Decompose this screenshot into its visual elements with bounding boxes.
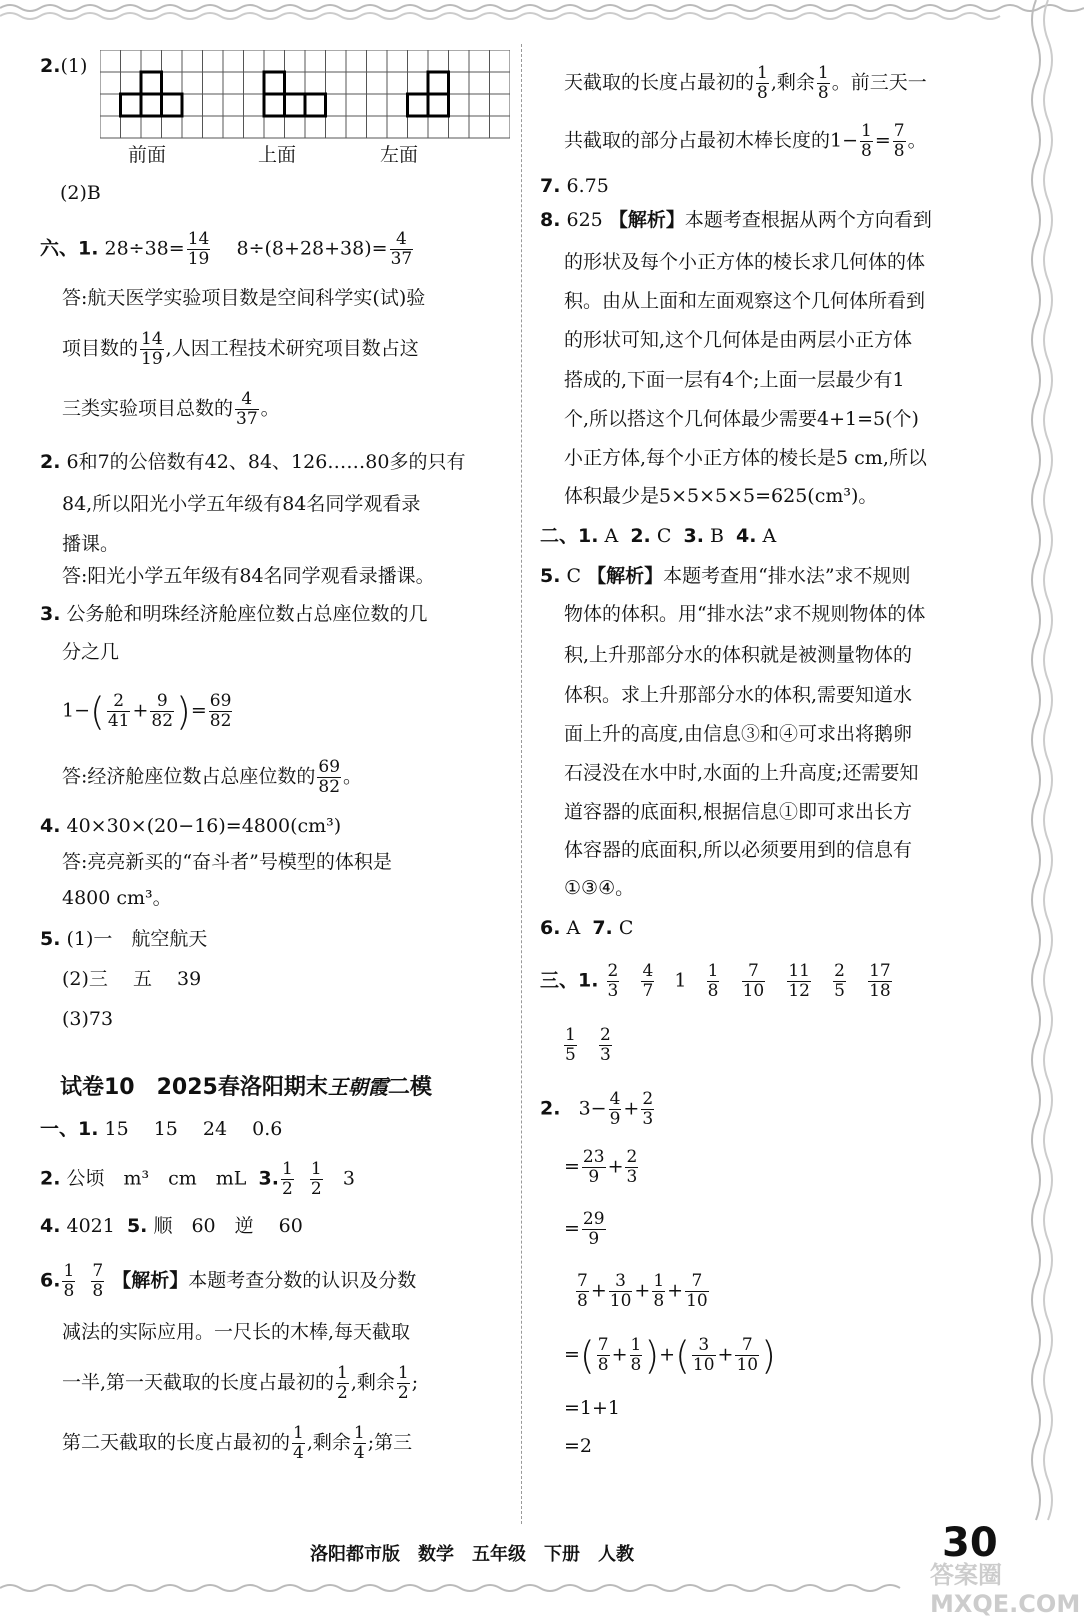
text: 本题考查根据从两个方向看到 xyxy=(684,209,932,231)
numerator: 9 xyxy=(150,692,174,712)
s1-q6-line1 xyxy=(40,1262,416,1301)
numerator: 1 xyxy=(310,1159,322,1179)
fraction xyxy=(652,1272,665,1311)
q5-part1 xyxy=(40,925,207,953)
fraction xyxy=(868,962,892,1001)
paren-open: ( xyxy=(675,1333,690,1378)
fraction xyxy=(641,1090,654,1129)
fraction xyxy=(564,1026,577,1065)
numerator: 2 xyxy=(642,1089,654,1109)
numerator: 4 xyxy=(390,230,414,250)
q8-line7: 小正方体,每个小正方体的棱长是5 cm,所以 xyxy=(564,447,927,469)
text: ,剩余 xyxy=(306,1431,351,1454)
view-label-front: 前面 xyxy=(128,144,167,166)
fraction xyxy=(582,1148,606,1187)
numerator: 7 xyxy=(597,1335,609,1355)
fraction xyxy=(150,692,174,731)
s3-q1-line1 xyxy=(540,962,894,1001)
s1-label: 一、1. xyxy=(40,1118,99,1140)
plus: + xyxy=(623,1097,640,1120)
text: (1)一 航空航天 xyxy=(66,928,208,950)
denominator: 8 xyxy=(861,141,872,161)
denominator: 10 xyxy=(686,1291,708,1311)
q2-part1: (1) xyxy=(60,55,88,77)
numerator: 2 xyxy=(107,692,131,712)
text: 天截取的长度占最初的 xyxy=(564,71,755,94)
fraction xyxy=(641,962,654,1001)
s6-q1-answer-2 xyxy=(62,330,419,369)
label: 三、1. xyxy=(540,969,599,992)
q4-answer-2: 4800 cm³。 xyxy=(62,887,172,909)
fraction xyxy=(292,1424,305,1463)
denominator: 10 xyxy=(742,981,765,1001)
s2-q5-line1 xyxy=(540,562,911,590)
q5-part2: (2)三 五 39 xyxy=(62,968,202,990)
q6-cont-line1 xyxy=(564,64,927,103)
q4-answer-1: 答:亮亮新买的“奋斗者”号模型的体积是 xyxy=(62,851,392,873)
numerator: 1 xyxy=(817,63,829,83)
denominator: 10 xyxy=(692,1355,715,1375)
denominator: 18 xyxy=(869,981,891,1001)
plus: + xyxy=(132,699,149,722)
denominator: 19 xyxy=(187,249,210,269)
fraction xyxy=(742,962,766,1001)
numerator: 1 xyxy=(707,961,719,981)
numerator: 1 xyxy=(293,1423,304,1443)
q8-line8: 体积最少是5×5×5×5=625(cm³)。 xyxy=(564,485,878,507)
numerator: 7 xyxy=(92,1261,104,1281)
calc-line3 xyxy=(564,1210,608,1249)
text: 1 xyxy=(674,969,687,992)
denominator: 4 xyxy=(293,1443,304,1463)
q4-expression xyxy=(40,812,341,840)
paren-open: ( xyxy=(90,689,105,734)
fraction xyxy=(353,1424,366,1463)
s2-q5-line6: 石浸没在水中时,水面的上升高度;还需要知 xyxy=(564,762,919,784)
denominator: 8 xyxy=(757,83,768,103)
numerator: 7 xyxy=(735,1336,759,1356)
fraction xyxy=(582,1210,606,1249)
denominator: 2 xyxy=(397,1383,409,1403)
text: C xyxy=(656,525,672,547)
s2-q5-line4: 体积。求上升那部分水的体积,需要知道水 xyxy=(564,684,913,706)
fraction xyxy=(599,1026,612,1065)
s2-q5-line5: 面上升的高度,由信息③和④可求出将鹅卵 xyxy=(564,723,913,745)
fraction xyxy=(209,692,233,731)
text: 公务舱和明珠经济舱座位数占总座位数的几 xyxy=(66,603,428,625)
label: 4. xyxy=(40,1215,61,1237)
label: 2. xyxy=(40,1167,61,1190)
text: 1− xyxy=(62,699,91,722)
label: 2. xyxy=(540,1097,561,1120)
denominator: 5 xyxy=(565,1045,576,1065)
q2-part2: (2)B xyxy=(60,182,101,204)
numerator: 7 xyxy=(685,1272,709,1292)
text: 答:经济舱座位数占总座位数的 xyxy=(62,765,316,788)
denominator: 8 xyxy=(630,1355,642,1375)
denominator: 8 xyxy=(653,1291,665,1311)
q8-line6: 个,所以搭这个几何体最少需要4+1=5(个) xyxy=(564,408,919,430)
numerator: 1 xyxy=(861,121,872,141)
fraction xyxy=(235,390,259,429)
denominator: 3 xyxy=(642,1109,654,1129)
analysis-tag: 【解析】 xyxy=(112,1269,189,1292)
numerator: 14 xyxy=(141,329,163,349)
q8-label: 8. xyxy=(540,209,561,231)
view-label-top: 上面 xyxy=(258,144,297,166)
calc-line4: $\frac{7}{8}$ + $\frac{3}{10}$ + $\frac{1}{8}$ + $\frac{7}{10}$ xyxy=(577,1271,708,1311)
denominator: 8 xyxy=(63,1281,75,1301)
denominator: 5 xyxy=(834,981,845,1001)
q8-line2: 的形状及每个小正方体的棱长求几何体的体 xyxy=(564,251,926,273)
text: 本题考查用“排水法”求不规则 xyxy=(663,565,911,587)
denominator: 8 xyxy=(92,1281,104,1301)
column-divider xyxy=(521,44,522,1524)
fraction xyxy=(140,330,164,369)
fraction xyxy=(597,1336,610,1375)
s1-q6-line3 xyxy=(62,1364,418,1403)
fraction xyxy=(630,1336,643,1375)
fraction xyxy=(576,1272,589,1311)
numerator: 7 xyxy=(893,121,905,141)
view-grid-figure xyxy=(100,50,510,140)
calc-line5: =( $\frac{7}{8}$ + $\frac{1}{8}$ )+( $\frac{3}{10}$ + $\frac{7}{10}$ ) xyxy=(564,1333,776,1378)
calc-line7: =2 xyxy=(564,1435,593,1457)
text: 。 xyxy=(343,765,363,788)
numerator: 14 xyxy=(187,229,210,249)
label: 2. xyxy=(630,525,651,547)
denominator: 2 xyxy=(281,1179,293,1199)
fraction xyxy=(91,1262,104,1301)
text: 3 xyxy=(342,1167,355,1190)
analysis-tag: 【解析】 xyxy=(608,209,685,231)
fraction xyxy=(609,1272,633,1311)
q3-label: 3. xyxy=(40,603,61,625)
fraction xyxy=(756,64,769,103)
label: 4. xyxy=(736,525,757,547)
denominator: 3 xyxy=(626,1167,638,1187)
fraction xyxy=(397,1364,410,1403)
q2b-line2: 84,所以阳光小学五年级有84名同学观看录 xyxy=(62,493,421,515)
q7-line xyxy=(540,172,609,200)
denominator: 8 xyxy=(893,141,905,161)
fraction xyxy=(787,962,811,1001)
denominator: 8 xyxy=(577,1291,588,1311)
s2-q6-7 xyxy=(540,914,633,942)
fraction xyxy=(390,230,414,269)
denominator: 2 xyxy=(310,1179,322,1199)
equals: = xyxy=(564,1217,580,1240)
bottom-wave-border xyxy=(0,1578,1084,1600)
expr-a: 28÷38= xyxy=(104,237,185,260)
s1-q2-q3 xyxy=(40,1160,355,1199)
text: 6.75 xyxy=(566,175,609,197)
text: 。 xyxy=(907,129,927,152)
calc-line6: =1+1 xyxy=(564,1397,621,1419)
label: 6. xyxy=(540,917,561,939)
text: 一半,第一天截取的长度占最初的 xyxy=(62,1371,335,1394)
equals: = xyxy=(564,1343,580,1366)
label: 二、1. xyxy=(540,525,599,547)
denominator: 4 xyxy=(353,1443,365,1463)
text: 15 15 24 0.6 xyxy=(104,1118,283,1140)
denominator: 3 xyxy=(607,981,619,1001)
numerator: 2 xyxy=(834,961,845,981)
s2-q1-4 xyxy=(540,522,776,550)
q8-line4: 的形状可知,这个几何体是由两层小正方体 xyxy=(564,329,913,351)
q8-line3: 积。由从上面和左面观察这个几何体所看到 xyxy=(564,290,926,312)
fraction xyxy=(107,692,131,731)
text: B xyxy=(709,525,724,547)
denominator: 41 xyxy=(107,711,130,731)
calc-line2 xyxy=(564,1148,640,1187)
fraction xyxy=(607,962,620,1001)
fraction xyxy=(336,1364,349,1403)
q3-answer xyxy=(62,758,362,797)
s6-q1-answer-1: 答:航天医学实验项目数是空间科学实(试)验 xyxy=(62,287,426,309)
equals: = xyxy=(564,1155,580,1178)
numerator: 1 xyxy=(337,1363,348,1383)
fraction xyxy=(735,1336,759,1375)
text: 625 xyxy=(566,209,603,231)
numerator: 7 xyxy=(577,1271,588,1291)
numerator: 1 xyxy=(653,1271,665,1291)
denominator: 19 xyxy=(141,349,163,369)
denominator: 2 xyxy=(337,1383,348,1403)
q5-part3: (3)73 xyxy=(62,1008,114,1030)
fraction xyxy=(833,962,846,1001)
denominator: 82 xyxy=(318,777,341,797)
top-wave-border xyxy=(0,0,1084,26)
fraction xyxy=(893,122,906,161)
q2b-line3: 播课。 xyxy=(62,533,120,555)
text: 6和7的公倍数有42、84、126……80多的只有 xyxy=(66,451,466,473)
denominator: 8 xyxy=(707,981,719,1001)
numerator: 11 xyxy=(788,961,810,981)
text: ,剩余 xyxy=(770,71,815,94)
text: C xyxy=(618,917,634,939)
s2-q5-line9: ①③④。 xyxy=(564,877,635,899)
text: 三类实验项目总数的 xyxy=(62,397,234,420)
denominator: 9 xyxy=(588,1229,600,1249)
fraction xyxy=(187,230,211,269)
q3-line2: 分之几 xyxy=(62,641,120,663)
denominator: 82 xyxy=(151,711,174,731)
fraction xyxy=(317,758,341,797)
denominator: 3 xyxy=(599,1045,611,1065)
q2b-label: 2. xyxy=(40,451,61,473)
q2-label: 2. xyxy=(40,55,61,77)
text: A xyxy=(566,917,581,939)
fraction xyxy=(62,1262,75,1301)
denominator: 8 xyxy=(597,1355,609,1375)
text: ; xyxy=(411,1371,419,1394)
fraction xyxy=(685,1272,709,1311)
denominator: 7 xyxy=(642,981,654,1001)
label: 6. xyxy=(40,1269,61,1292)
q2-line xyxy=(40,52,87,80)
text: 4021 xyxy=(66,1215,115,1237)
text: 项目数的 xyxy=(62,337,139,360)
numerator: 1 xyxy=(281,1159,293,1179)
analysis-tag: 【解析】 xyxy=(587,565,664,587)
s6-q1-expr xyxy=(40,230,415,269)
numerator: 2 xyxy=(607,961,619,981)
numerator: 23 xyxy=(582,1147,605,1167)
q3-line1 xyxy=(40,600,428,628)
numerator: 3 xyxy=(692,1336,716,1356)
q8-line1 xyxy=(540,206,932,234)
brand-logo-text: 王朝霞 xyxy=(327,1075,388,1099)
s1-q1 xyxy=(40,1115,282,1143)
numerator: 4 xyxy=(642,961,654,981)
label: 3. xyxy=(258,1167,279,1190)
fraction xyxy=(817,64,830,103)
s2-q5-line2: 物体的体积。用“排水法”求不规则物体的体 xyxy=(564,603,926,625)
text: 共截取的部分占最初木棒长度的1− xyxy=(564,129,859,152)
s2-q5-line3: 积,上升那部分水的体积就是被测量物体的 xyxy=(564,644,913,666)
numerator: 1 xyxy=(353,1423,365,1443)
label: 7. xyxy=(592,917,613,939)
fraction xyxy=(310,1160,323,1199)
numerator: 4 xyxy=(609,1089,621,1109)
numerator: 69 xyxy=(209,691,232,711)
fraction xyxy=(625,1148,638,1187)
text: ;第三 xyxy=(367,1431,413,1454)
label: 5. xyxy=(540,565,561,587)
calc-line1 xyxy=(540,1090,656,1129)
text: 40×30×(20−16)=4800(cm³) xyxy=(66,815,342,837)
denominator: 82 xyxy=(209,711,232,731)
paren-close: ) xyxy=(761,1333,776,1378)
fraction xyxy=(692,1336,716,1375)
label: 3. xyxy=(683,525,704,547)
numerator: 29 xyxy=(582,1209,605,1229)
numerator: 1 xyxy=(397,1363,409,1383)
denominator: 10 xyxy=(736,1355,759,1375)
denominator: 9 xyxy=(588,1167,600,1187)
s2-q5-line8: 体容器的底面积,所以必须要用到的信息有 xyxy=(564,839,913,861)
plus: + xyxy=(607,1155,624,1178)
title-text: 二模 xyxy=(387,1075,432,1100)
q7-label: 7. xyxy=(540,175,561,197)
fraction xyxy=(609,1090,622,1129)
text: ,人因工程技术研究项目数占这 xyxy=(165,337,419,360)
q2b-answer: 答:阳光小学五年级有84名同学观看录播课。 xyxy=(62,565,435,587)
text: ,剩余 xyxy=(350,1371,395,1394)
numerator: 17 xyxy=(869,961,891,981)
text: A xyxy=(604,525,619,547)
section-title xyxy=(60,1070,432,1101)
numerator: 1 xyxy=(757,63,768,83)
text: 第二天截取的长度占最初的 xyxy=(62,1431,291,1454)
title-text: 试卷10 2025春洛阳期末 xyxy=(60,1075,328,1100)
s3-q1-line2 xyxy=(562,1026,614,1065)
numerator: 69 xyxy=(318,757,341,777)
watermark-logo: 答案圈 MXQE.COM xyxy=(930,1561,1081,1618)
q3-expression xyxy=(62,689,234,734)
text: 。前三天一 xyxy=(831,71,927,94)
s6-q1-answer-3 xyxy=(62,390,280,429)
paren-open: ( xyxy=(579,1333,595,1378)
text: 3− xyxy=(578,1097,607,1120)
q5-label: 5. xyxy=(40,928,61,950)
numerator: 1 xyxy=(63,1261,75,1281)
q4-label: 4. xyxy=(40,815,61,837)
q6-cont-line2 xyxy=(564,122,927,161)
fraction xyxy=(707,962,720,1001)
page-number: 30 xyxy=(942,1520,998,1566)
text: 本题考查分数的认识及分数 xyxy=(188,1269,417,1292)
paren-close: ) xyxy=(644,1333,660,1378)
s1-q4-q5 xyxy=(40,1212,303,1240)
numerator: 2 xyxy=(599,1025,611,1045)
fraction xyxy=(281,1160,294,1199)
text: A xyxy=(762,525,777,547)
text: 顺 60 逆 60 xyxy=(153,1215,303,1237)
footer-text: 洛阳都市版 数学 五年级 下册 人教 xyxy=(310,1544,634,1565)
s1-q6-line2: 减法的实际应用。一尺长的木棒,每天截取 xyxy=(62,1321,411,1343)
label: 5. xyxy=(126,1215,148,1237)
view-label-left: 左面 xyxy=(380,144,419,166)
denominator: 10 xyxy=(609,1291,632,1311)
right-wave-border xyxy=(1014,0,1084,1600)
expr-b: 8÷(8+28+38)= xyxy=(236,237,388,260)
text: = xyxy=(874,129,891,152)
numerator: 4 xyxy=(235,390,259,410)
numerator: 3 xyxy=(609,1272,633,1292)
text: 。 xyxy=(260,397,280,420)
s1-q6-line4 xyxy=(62,1424,412,1463)
denominator: 37 xyxy=(236,409,258,429)
numerator: 7 xyxy=(742,962,766,982)
equals: = xyxy=(190,699,207,722)
paren-close: ) xyxy=(176,689,191,734)
denominator: 37 xyxy=(390,249,413,269)
numerator: 1 xyxy=(565,1025,576,1045)
denominator: 8 xyxy=(817,83,829,103)
numerator: 2 xyxy=(626,1147,638,1167)
denominator: 12 xyxy=(788,981,810,1001)
s6-label: 六、1. xyxy=(40,237,99,260)
fraction xyxy=(860,122,873,161)
text: C xyxy=(566,565,582,587)
q2b-line1 xyxy=(40,448,465,476)
s2-q5-line7: 道容器的底面积,根据信息①即可求出长方 xyxy=(564,801,913,823)
text: 公顷 m³ cm mL xyxy=(66,1167,247,1190)
numerator: 1 xyxy=(630,1335,642,1355)
denominator: 9 xyxy=(609,1109,621,1129)
q8-line5: 搭成的,下面一层有4个;上面一层最少有1 xyxy=(564,369,905,391)
